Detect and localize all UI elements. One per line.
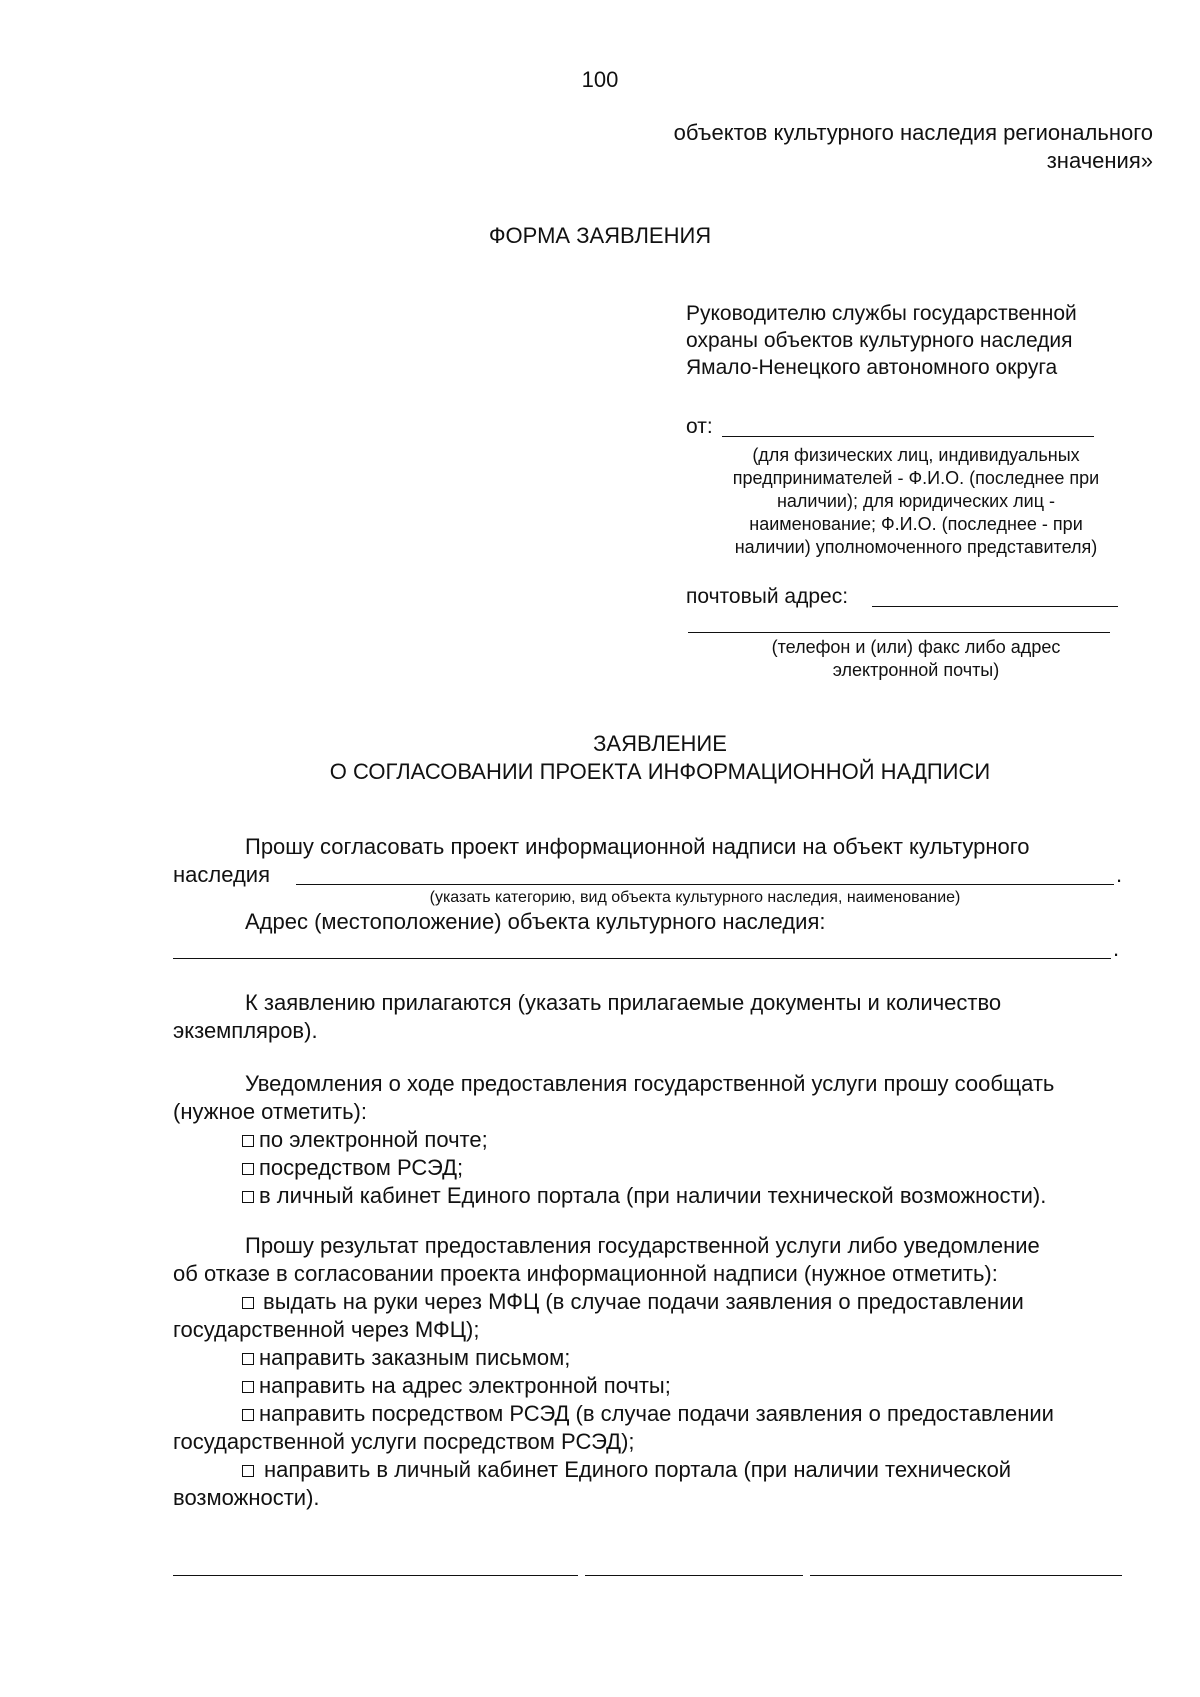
result-line1: Прошу результат предоставления государственной услуги либо уведомление [245,1233,1040,1258]
checkbox-icon[interactable] [242,1381,254,1393]
notifications-line2: (нужное отметить): [173,1099,367,1124]
signature-line-signature[interactable] [585,1575,803,1576]
from-input-line[interactable] [722,436,1094,437]
postal-input-line1[interactable] [872,606,1118,607]
page-number: 100 [581,67,619,92]
result-option-email[interactable] [242,1372,671,1400]
result-option-label: выдать на руки через МФЦ (в случае подачи заявления о предоставлении [263,1289,1024,1314]
result-option-portal-continuation: возможности). [173,1485,320,1510]
notification-option-portal[interactable] [242,1182,1046,1210]
checkbox-icon[interactable] [242,1163,254,1175]
from-note-line5: наличии) уполномоченного представителя) [734,537,1098,557]
postal-label: почтовый адрес: [686,585,849,608]
checkbox-icon[interactable] [242,1409,254,1421]
notification-option-label: посредством РСЭД; [259,1155,464,1180]
result-option-label: направить заказным письмом; [259,1345,571,1370]
result-option-label: направить на адрес электронной почты; [259,1373,671,1398]
from-note-line1: (для физических лиц, индивидуальных [752,445,1080,465]
notification-option-email[interactable] [242,1126,488,1154]
addressee-line2: охраны объектов культурного наследия [686,329,1073,352]
result-option-rsed[interactable] [242,1400,1054,1428]
statement-title-line1: ЗАЯВЛЕНИЕ [593,731,727,756]
checkbox-icon[interactable] [242,1297,254,1309]
checkbox-icon[interactable] [242,1353,254,1365]
attachments-line2: экземпляров). [173,1018,318,1043]
result-option-registered-mail[interactable] [242,1344,570,1372]
request-line2-period: . [1116,862,1123,887]
postal-note-line1: (телефон и (или) факс либо адрес [771,637,1061,657]
header-fragment-line2: значения» [1046,148,1153,173]
result-option-rsed-continuation: государственной услуги посредством РСЭД); [173,1429,635,1454]
notification-option-rsed[interactable] [242,1154,463,1182]
object-hint: (указать категорию, вид объекта культурного наследия, наименование) [429,889,961,906]
addressee-line1: Руководителю службы государственной [686,302,1077,325]
notification-option-label: по электронной почте; [259,1127,488,1152]
notifications-line1: Уведомления о ходе предоставления государственной услуги прошу сообщать [245,1071,1055,1096]
attachments-line1: К заявлению прилагаются (указать прилагаемые документы и количество [245,990,1002,1015]
checkbox-icon[interactable] [242,1191,254,1203]
result-option-mfc-continuation: государственной через МФЦ); [173,1317,480,1342]
object-input-line[interactable] [296,884,1114,885]
header-fragment-line1: объектов культурного наследия регионального [673,120,1153,145]
checkbox-icon[interactable] [242,1135,254,1147]
checkbox-icon[interactable] [242,1465,254,1477]
from-note-line3: наличии); для юридических лиц - [776,491,1056,511]
request-line2-label: наследия [173,862,271,887]
postal-input-line2[interactable] [688,632,1110,633]
address-input-line[interactable] [173,958,1111,959]
statement-title-line2: О СОГЛАСОВАНИИ ПРОЕКТА ИНФОРМАЦИОННОЙ НАДПИСИ [329,759,991,784]
form-title: ФОРМА ЗАЯВЛЕНИЯ [488,223,712,248]
result-option-mfc[interactable] [242,1288,1024,1316]
result-option-portal[interactable] [242,1456,1011,1484]
from-note-line4: наименование; Ф.И.О. (последнее - при [749,514,1083,534]
result-option-label: направить в личный кабинет Единого портала (при наличии технической [264,1457,1012,1482]
notification-option-label: в личный кабинет Единого портала (при наличии технической возможности). [259,1183,1047,1208]
signature-line-name[interactable] [810,1575,1122,1576]
from-note-line2: предпринимателей - Ф.И.О. (последнее при [732,468,1100,488]
from-label: от: [686,415,713,438]
address-label: Адрес (местоположение) объекта культурного наследия: [245,909,826,934]
request-line1: Прошу согласовать проект информационной надписи на объект культурного [245,834,1030,859]
postal-note-line2: электронной почты) [832,660,1000,680]
result-option-label: направить посредством РСЭД (в случае подачи заявления о предоставлении [259,1401,1054,1426]
address-period: . [1113,936,1120,961]
result-line2: об отказе в согласовании проекта информационной надписи (нужное отметить): [173,1261,998,1286]
signature-line-date[interactable] [173,1575,578,1576]
addressee-line3: Ямало-Ненецкого автономного округа [686,356,1058,379]
